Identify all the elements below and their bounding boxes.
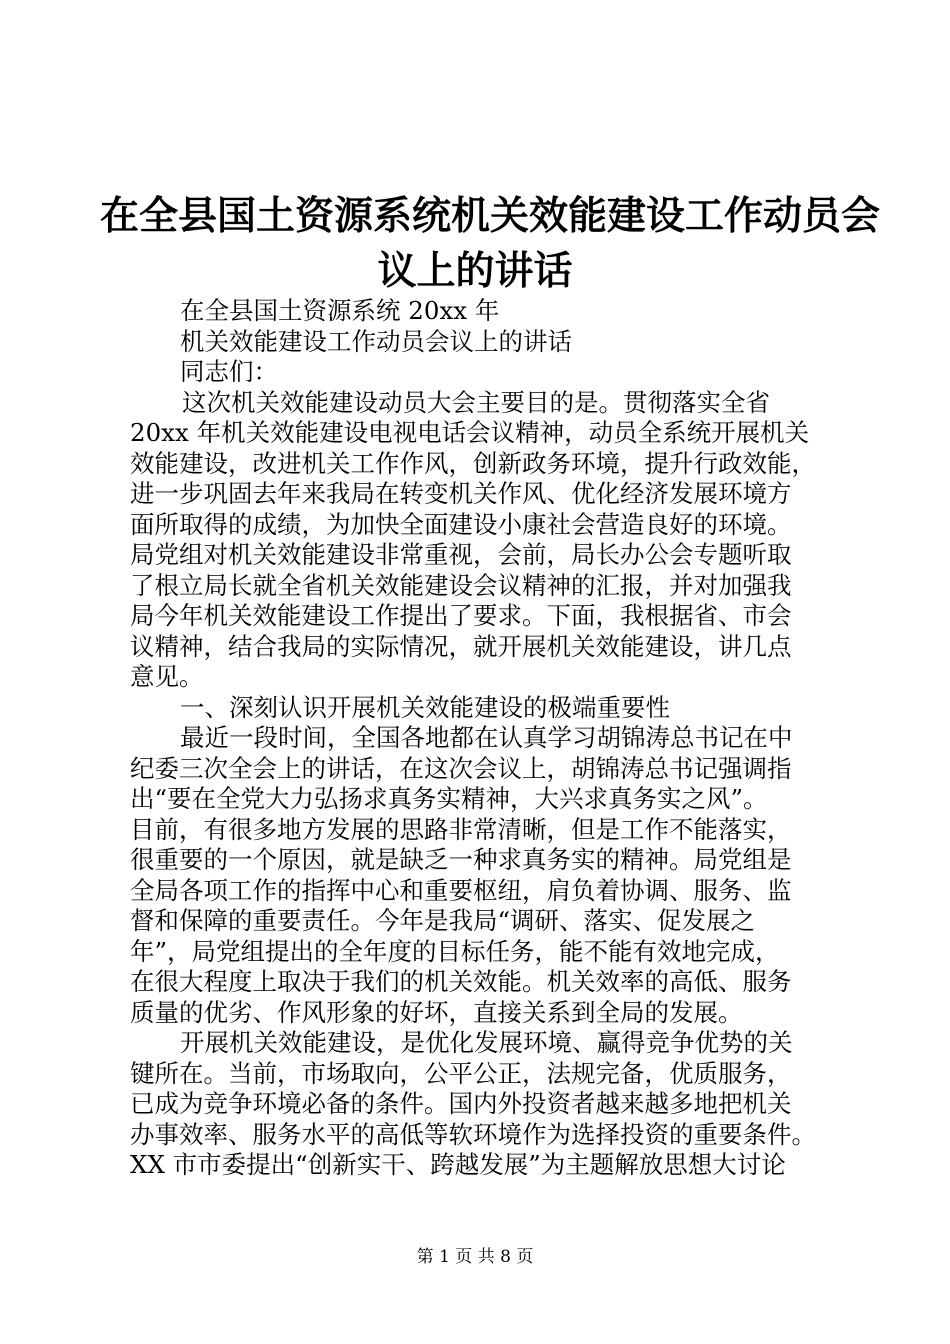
body-line: 议精神，结合我局的实际情况，就开展机关效能建设，讲几点 [130,631,792,661]
body-line: 很重要的一个原因，就是缺乏一种求真务实的精神。局党组是 [130,845,792,874]
page-footer: 第 1 页 共 8 页 [416,1247,534,1267]
salutation: 同志们： [180,357,278,386]
document-title-line-2: 议上的讲话 [377,248,573,294]
body-line: 这次机关效能建设动员大会主要目的是。贯彻落实全省 [182,387,770,417]
body-line: 已成为竞争环境必备的条件。国内外投资者越来越多地把机关 [130,1089,792,1118]
body-line: 质量的优劣、作风形象的好坏，直接关系到全局的发展。 [130,997,743,1027]
body-line: 督和保障的重要责任。今年是我局“调研、落实、促发展之 [130,906,756,935]
document-body [130,296,830,1181]
body-line: 开展机关效能建设，是优化发展环境、赢得竞争优势的关 [180,1028,793,1057]
body-line: 目前，有很多地方发展的思路非常清晰，但是工作不能落实， [130,814,792,844]
body-line: 意见。 [130,662,204,691]
body-line: 最近一段时间，全国各地都在认真学习胡锦涛总书记在中 [180,723,793,752]
body-line: 面所取得的成绩，为加快全面建设小康社会营造良好的环境。 [130,509,792,539]
body-line: XX 市市委提出“创新实干、跨越发展”为主题解放思想大讨论 [130,1150,786,1179]
body-line: 进一步巩固去年来我局在转变机关作风、优化经济发展环境方 [130,479,792,508]
body-line: 在很大程度上取决于我们的机关效能。机关效率的高低、服务 [130,967,792,996]
subtitle-line-1: 在全县国土资源系统 20xx 年 [180,296,500,325]
document-title-line-1: 在全县国土资源系统机关效能建设工作动员会 [100,193,881,239]
body-line: 20xx 年机关效能建设电视电话会议精神，动员全系统开展机关 [130,418,810,447]
body-line: 办事效率、服务水平的高低等软环境作为选择投资的重要条件。 [130,1119,816,1149]
body-line: 了根立局长就全省机关效能建设会议精神的汇报，并对加强我 [130,570,792,600]
body-line: 效能建设，改进机关工作作风，创新政务环境，提升行政效能， [130,448,816,478]
body-line: 年”，局党组提出的全年度的目标任务，能不能有效地完成， [130,936,780,966]
subtitle-line-2: 机关效能建设工作动员会议上的讲话 [180,326,572,356]
body-line: 纪委三次全会上的讲话，在这次会议上，胡锦涛总书记强调指 [130,753,792,783]
body-line: 全局各项工作的指挥中心和重要枢纽，肩负着协调、服务、监 [130,875,792,905]
body-line: 局今年机关效能建设工作提出了要求。下面，我根据省、市会 [130,601,792,630]
body-line: 键所在。当前，市场取向，公平公正，法规完备，优质服务， [130,1058,792,1088]
body-line: 局党组对机关效能建设非常重视，会前，局长办公会专题听取 [130,540,792,569]
body-line: 出“要在全党大力弘扬求真务实精神，大兴求真务实之风”。 [130,784,768,813]
section-heading: 一、深刻认识开展机关效能建设的极端重要性 [180,692,670,722]
